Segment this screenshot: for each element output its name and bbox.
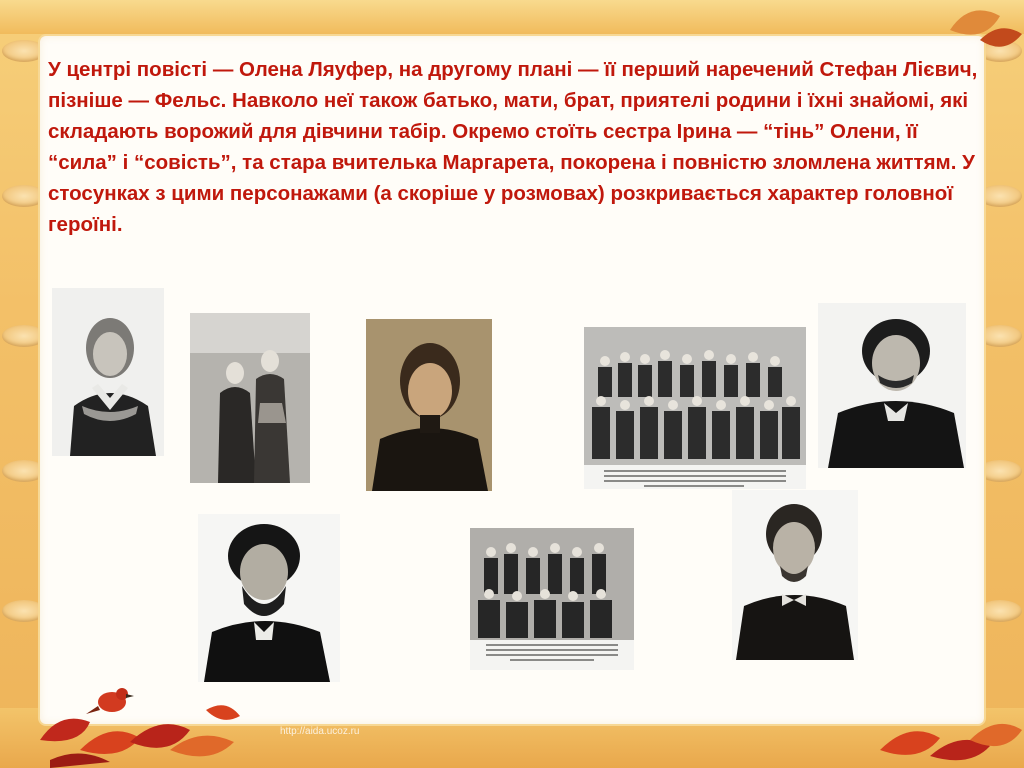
autumn-leaves-corner-decoration (930, 0, 1024, 60)
slide-paragraph: У центрі повісті — Олена Ляуфер, на другому плані — її перший наречений Стефан Лієвич, пізніше — Фельс. Навколо неї також батько, мати, брат, приятелі родини і їхні знайомі, які складають ворожий для дівчини табір. Окремо стоїть сестра Ірина — “тінь” Олени, її “сила” і “совість”, та стара вчителька Маргарета, покорена і повністю зломлена життям. У стосунках з цими персонажами (а скоріше у розмовах) розкривається характер головної героїні. (48, 58, 978, 236)
frame-rivet (978, 460, 1022, 482)
group-photo-large-gathering (584, 327, 806, 489)
portrait-woman-lace-collar (52, 288, 164, 456)
portrait-woman-dark-dress (366, 319, 492, 491)
frame-rivet (978, 185, 1022, 207)
watermark-url: http://aida.ucoz.ru (280, 726, 360, 737)
portrait-man-bowtie (732, 490, 858, 660)
frame-rivet (978, 600, 1022, 622)
frame-top (0, 0, 1024, 34)
frame-rivet (978, 325, 1022, 347)
autumn-leaves-decoration (20, 650, 280, 768)
group-photo-family (470, 528, 634, 670)
autumn-leaves-bottom-right-decoration (870, 690, 1024, 768)
photo-two-seated-women (190, 313, 310, 483)
portrait-man-mustache (818, 303, 966, 468)
